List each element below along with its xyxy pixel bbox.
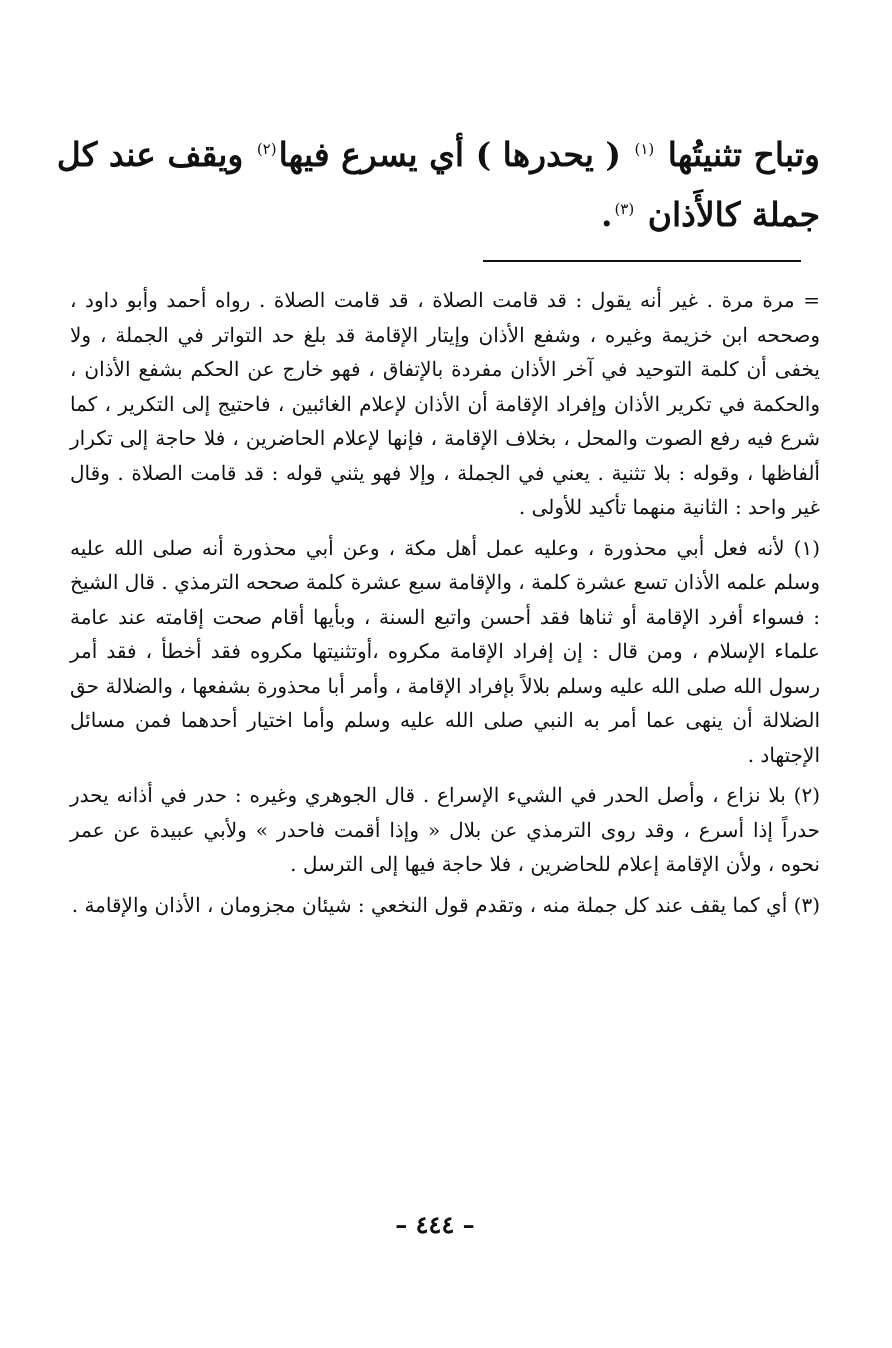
main-text-line-2 [70, 185, 820, 245]
footnote-1: (١) لأنه فعل أبي محذورة ، وعليه عمل أهل مكة ، وعن أبي محذورة أنه صلى الله عليه وسلم علمه الأذان تسع عشرة كلمة ، والإقامة سبع عشرة كلمة صححه الترمذي . قال الشيخ : فسواء أفرد الإقامة أو ثناها فقد أحسن واتبع السنة ، وبأيها أقام صحت إقامته عند عامة علماء الإسلام ، ومن قال : إن إفراد الإقامة مكروه ،أوتثنيتها مكروه فقد أخطأ ، فقد أمر رسول الله صلى الله عليه وسلم بلالاً بإفراد الإقامة ، وأمر أبا محذورة بشفعها ، والضلالة حق الضلالة أن ينهى عما أمر به النبي صلى الله عليه وسلم وأما اختيار أحدهما فمن مسائل الإجتهاد . [70, 535, 820, 767]
main-text-segment: . [600, 195, 613, 234]
page-number: – ٤٤٤ – [395, 1210, 475, 1239]
main-text-segment: ويقف عند كل [56, 135, 244, 174]
footnotes-section [70, 283, 820, 922]
main-text-segment: ( يحدرها ) أي يسرع فيها [278, 135, 621, 174]
footnote-marker-2: (٢) [256, 140, 277, 158]
footnote-marker-1: (١) [634, 140, 655, 158]
main-text-segment: جملة كالأَذان [647, 195, 820, 234]
main-text-line-1 [56, 125, 820, 185]
main-text [56, 125, 820, 245]
main-text-segment: وتباح تثنيتُها [667, 135, 820, 174]
footnote-marker-3: (٣) [614, 200, 635, 218]
footnote-2: (٢) بلا نزاع ، وأصل الحدر في الشيء الإسراع . قال الجوهري وغيره : حدر في أذانه يحدر حدراً إذا أسرع ، وقد روى الترمذي عن بلال « وإذا أقمت فاحدر » ولأبي عبيدة عن عمر نحوه ، ولأن الإقامة إعلام للحاضرين ، فلا حاجة فيها إلى الترسل . [70, 783, 821, 876]
footnote-3: (٣) أي كما يقف عند كل جملة منه ، وتقدم قول النخعي : شيئان مجزومان ، الأذان والإقامة . [71, 892, 820, 917]
footnote-separator [483, 260, 801, 262]
continuation-note: = مرة مرة . غير أنه يقول : قد قامت الصلاة ، قد قامت الصلاة . رواه أحمد وأبو داود ، وصححه ابن خزيمة وغيره ، وشفع الأذان وإيتار الإقامة قد بلغ حد التواتر في الجملة ، ولا يخفى أن كلمة التوحيد في آخر الأذان مفردة بالإتفاق ، فهو خارج عن الحكم بشفع الأذان ، والحكمة في تكرير الأذان وإفراد الإقامة أن الأذان لإعلام الغائبين ، فاحتيج إلى التكرير ، كما شرع فيه رفع الصوت والمحل ، بخلاف الإقامة ، فإنها لإعلام الحاضرين ، فلا حاجة إلى تكرار ألفاظها ، وقوله : بلا تثنية . يعني في الجملة ، وإلا فهو يثني قوله : قد قامت الصلاة . وقال غير واحد : الثانية منهما تأكيد للأولى . [70, 288, 820, 519]
